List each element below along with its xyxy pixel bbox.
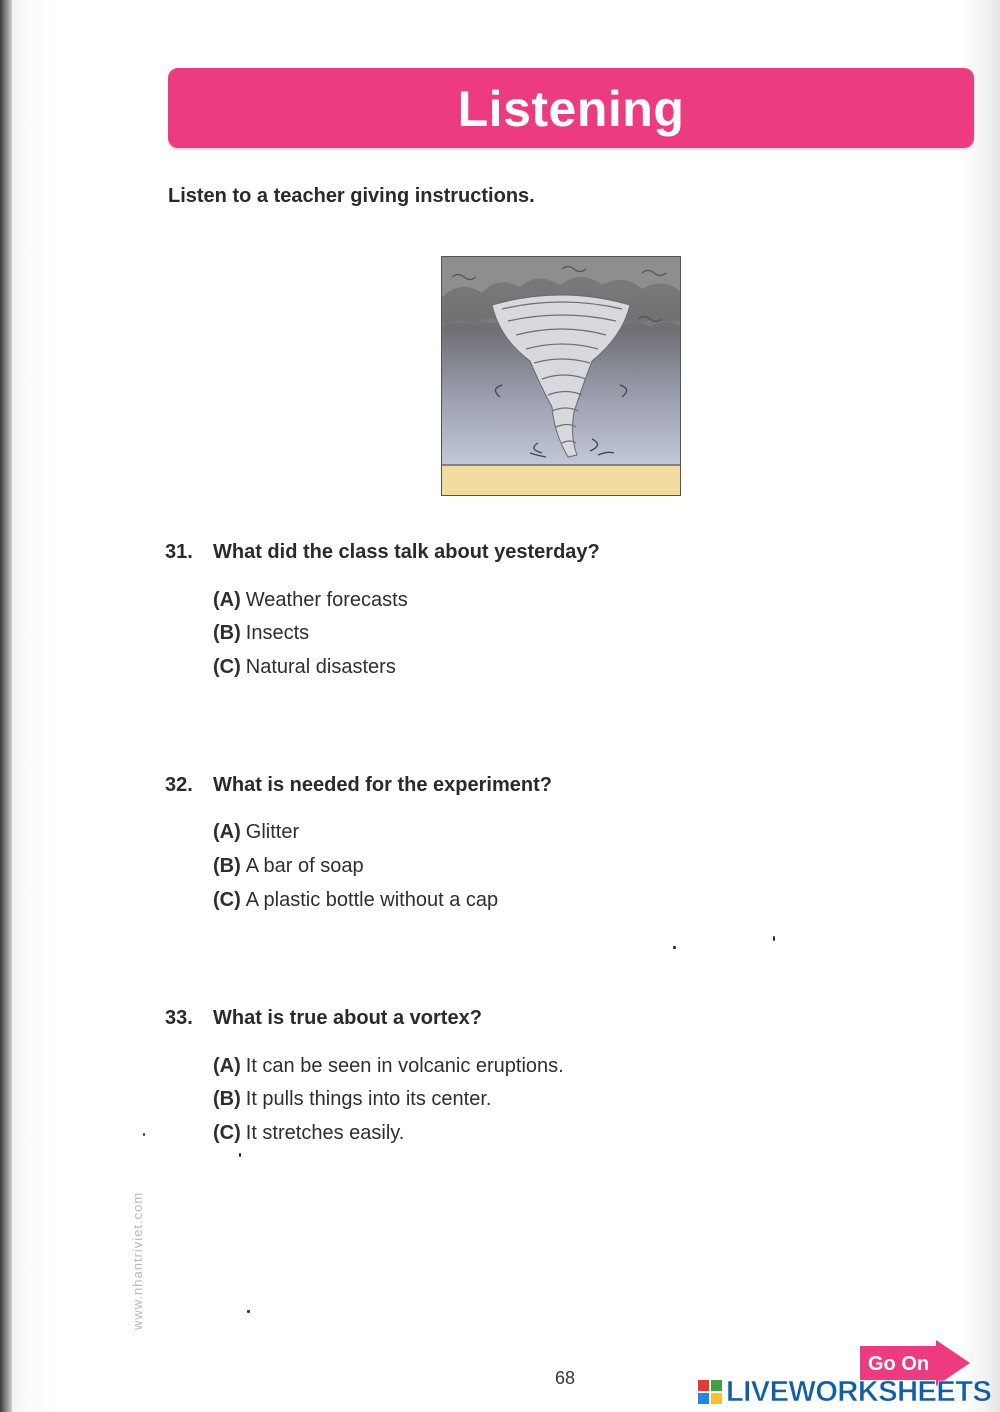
liveworksheets-logo-icon bbox=[697, 1379, 723, 1405]
option-text: It stretches easily. bbox=[245, 1122, 405, 1144]
section-title: Listening bbox=[457, 81, 685, 137]
question-33 bbox=[165, 1007, 482, 1030]
option-text: It can be seen in volcanic eruptions. bbox=[245, 1055, 564, 1077]
instruction-text: Listen to a teacher giving instructions. bbox=[168, 185, 535, 207]
question-32-option-a[interactable] bbox=[213, 821, 299, 844]
tornado-icon bbox=[442, 257, 680, 495]
option-text: A plastic bottle without a cap bbox=[245, 889, 499, 911]
question-32 bbox=[165, 774, 552, 797]
book-spine-shadow bbox=[0, 0, 12, 1412]
option-letter: (A) bbox=[213, 1055, 241, 1077]
question-31-option-a[interactable] bbox=[213, 589, 408, 612]
option-text: Glitter bbox=[245, 821, 300, 843]
question-32-option-c[interactable] bbox=[213, 889, 498, 912]
option-letter: (A) bbox=[213, 589, 241, 611]
option-letter: (B) bbox=[213, 1088, 241, 1110]
scan-speck bbox=[239, 1153, 241, 1157]
option-letter: (C) bbox=[213, 1122, 241, 1144]
scan-speck bbox=[247, 1310, 250, 1313]
option-letter: (C) bbox=[213, 889, 241, 911]
question-31-option-b[interactable] bbox=[213, 622, 309, 645]
option-text: It pulls things into its center. bbox=[245, 1088, 492, 1110]
scan-speck bbox=[143, 1133, 145, 1136]
question-number: 32. bbox=[165, 774, 193, 796]
option-letter: (B) bbox=[213, 622, 241, 644]
question-32-option-b[interactable] bbox=[213, 855, 364, 878]
question-text: What is true about a vortex? bbox=[213, 1007, 482, 1029]
question-31-option-c[interactable] bbox=[213, 656, 396, 679]
liveworksheets-brand bbox=[697, 1376, 991, 1408]
scan-speck bbox=[773, 936, 775, 941]
option-text: A bar of soap bbox=[245, 855, 364, 877]
question-33-option-c[interactable] bbox=[213, 1122, 404, 1145]
question-text: What is needed for the experiment? bbox=[213, 774, 552, 796]
question-number: 31. bbox=[165, 541, 193, 563]
page-number: 68 bbox=[555, 1368, 576, 1388]
section-banner bbox=[168, 68, 974, 148]
go-on-label: Go On bbox=[868, 1353, 930, 1375]
option-letter: (C) bbox=[213, 656, 241, 678]
liveworksheets-text: LIVEWORKSHEETS bbox=[726, 1375, 992, 1408]
tornado-illustration bbox=[441, 256, 681, 496]
question-33-option-a[interactable] bbox=[213, 1055, 564, 1078]
publisher-watermark: www.nhantriviet.com bbox=[130, 1191, 145, 1330]
question-31 bbox=[165, 541, 600, 564]
question-33-option-b[interactable] bbox=[213, 1088, 491, 1111]
option-text: Natural disasters bbox=[245, 656, 396, 678]
option-text: Weather forecasts bbox=[245, 589, 408, 611]
option-letter: (B) bbox=[213, 855, 241, 877]
scan-speck bbox=[673, 946, 676, 949]
question-number: 33. bbox=[165, 1007, 193, 1029]
option-text: Insects bbox=[245, 622, 310, 644]
question-text: What did the class talk about yesterday? bbox=[213, 541, 600, 563]
option-letter: (A) bbox=[213, 821, 241, 843]
